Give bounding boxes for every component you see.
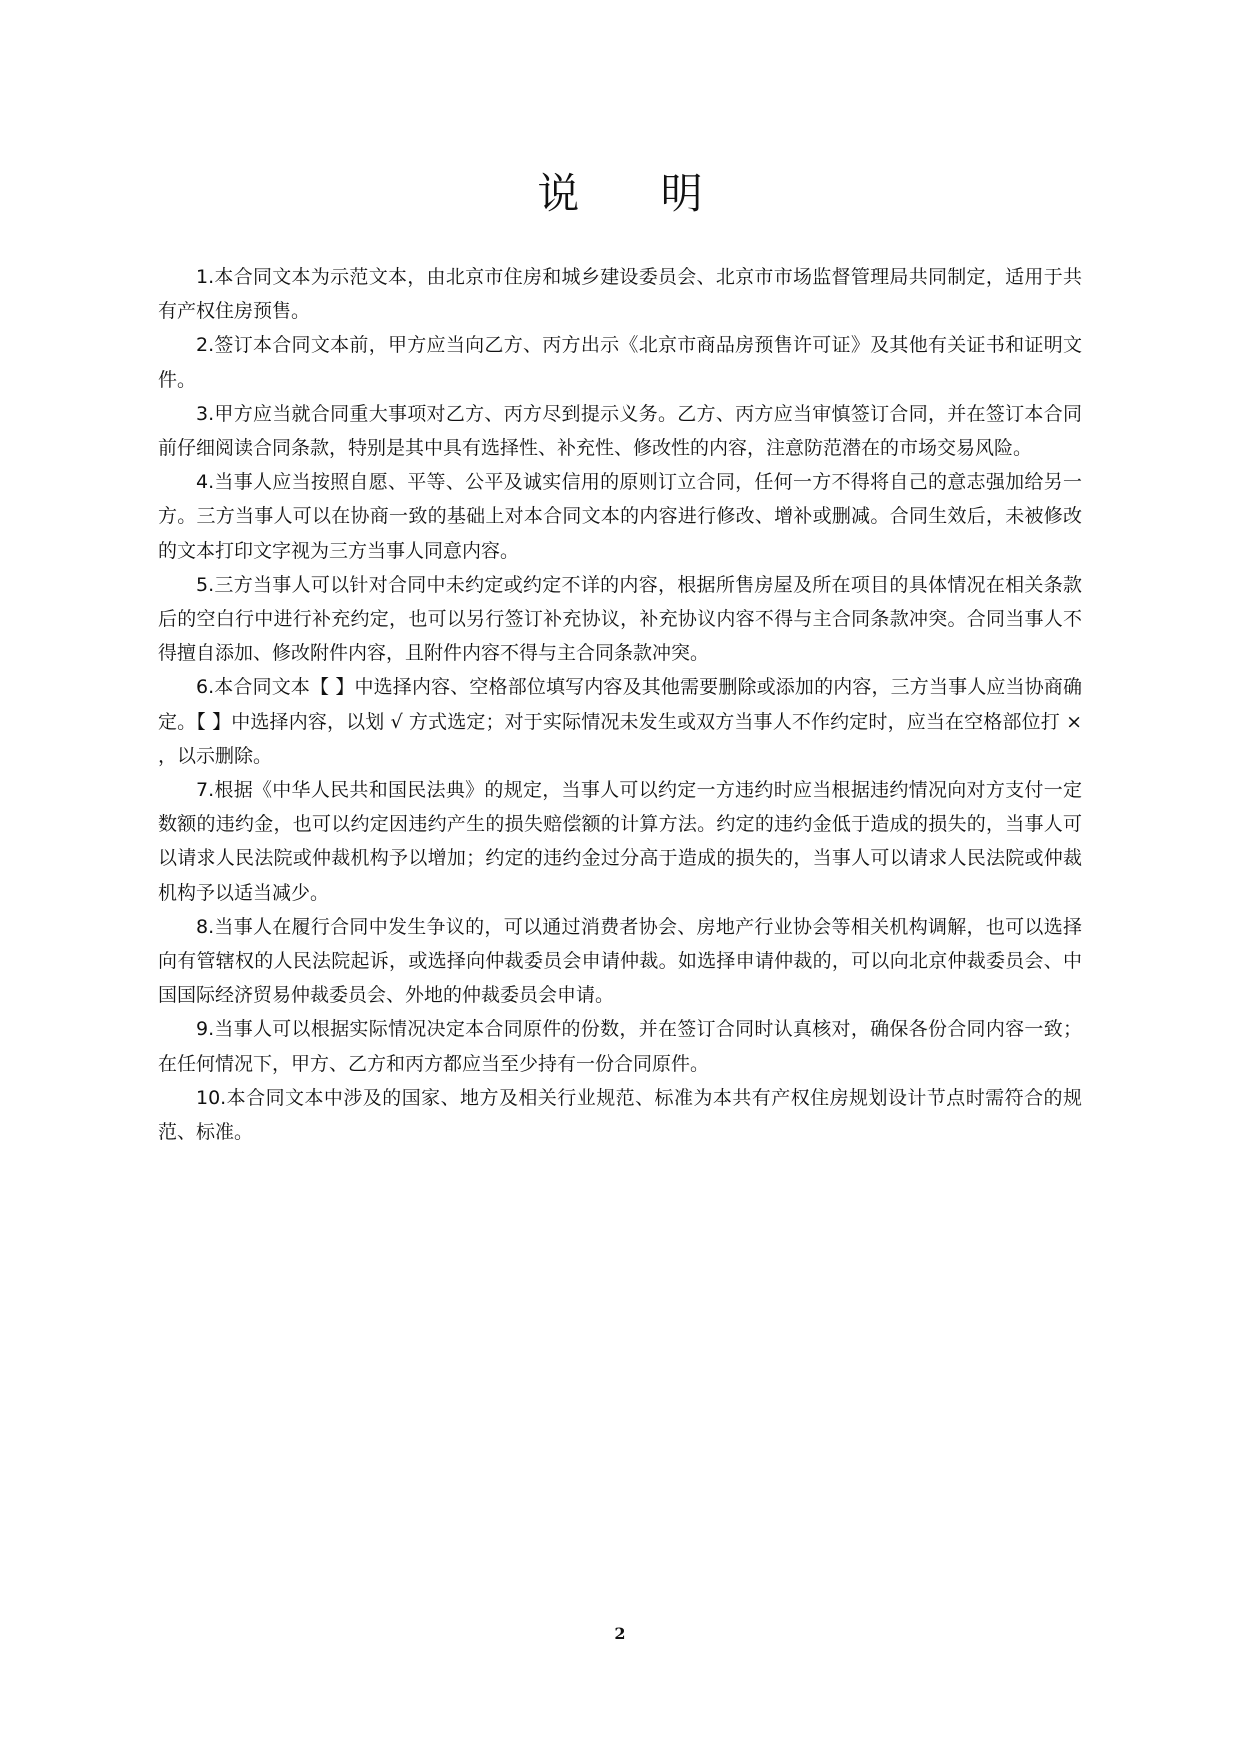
instruction-paragraph-4: 4.当事人应当按照自愿、平等、公平及诚实信用的原则订立合同，任何一方不得将自己的意志强加给另一方。三方当事人可以在协商一致的基础上对本合同文本的内容进行修改、增补或删减。合同生效后，未被修改的文本打印文字视为三方当事人同意内容。	[158, 471, 1082, 562]
instruction-paragraph-5: 5.三方当事人可以针对合同中未约定或约定不详的内容，根据所售房屋及所在项目的具体情况在相关条款后的空白行中进行补充约定，也可以另行签订补充协议，补充协议内容不得与主合同条款冲突。合同当事人不得擅自添加、修改附件内容，且附件内容不得与主合同条款冲突。	[158, 573, 1082, 665]
instruction-paragraph-7: 7.根据《中华人民共和国民法典》的规定，当事人可以约定一方违约时应当根据违约情况向对方支付一定数额的违约金，也可以约定因违约产生的损失赔偿额的计算方法。约定的违约金低于造成的损失的，当事人可以请求人民法院或仲裁机构予以增加；约定的违约金过分高于造成的损失的，当事人可以请求人民法院或仲裁机构予以适当减少。	[158, 779, 1082, 904]
instruction-paragraph-2: 2.签订本合同文本前，甲方应当向乙方、丙方出示《北京市商品房预售许可证》及其他有关证书和证明文件。	[158, 334, 1082, 391]
instruction-paragraph-3: 3.甲方应当就合同重大事项对乙方、丙方尽到提示义务。乙方、丙方应当审慎签订合同，并在签订本合同前仔细阅读合同条款，特别是其中具有选择性、补充性、修改性的内容，注意防范潜在的市场交易风险。	[158, 402, 1082, 460]
instruction-paragraph-1: 1.本合同文本为示范文本，由北京市住房和城乡建设委员会、北京市市场监督管理局共同制定，适用于共有产权住房预售。	[158, 266, 1082, 323]
instruction-paragraph-6: 6.本合同文本【 】中选择内容、空格部位填写内容及其他需要删除或添加的内容，三方当事人应当协商确定。【 】中选择内容，以划 √ 方式选定；对于实际情况未发生或双方当事人不作约定时，应当在空格部位打 × ，以示删除。	[158, 676, 1082, 767]
instructions-body	[158, 260, 1082, 1149]
instruction-paragraph-10: 10.本合同文本中涉及的国家、地方及相关行业规范、标准为本共有产权住房规划设计节点时需符合的规范、标准。	[158, 1086, 1082, 1144]
instruction-paragraph-8: 8.当事人在履行合同中发生争议的，可以通过消费者协会、房地产行业协会等相关机构调解，也可以选择向有管辖权的人民法院起诉，或选择向仲裁委员会申请仲裁。如选择申请仲裁的，可以向北京仲裁委员会、中国国际经济贸易仲裁委员会、外地的仲裁委员会申请。	[158, 915, 1082, 1007]
page-title: 说 明	[537, 169, 737, 218]
page-number: 2	[614, 1624, 626, 1643]
instruction-paragraph-9: 9.当事人可以根据实际情况决定本合同原件的份数，并在签订合同时认真核对，确保各份合同内容一致；在任何情况下，甲方、乙方和丙方都应当至少持有一份合同原件。	[158, 1018, 1082, 1075]
